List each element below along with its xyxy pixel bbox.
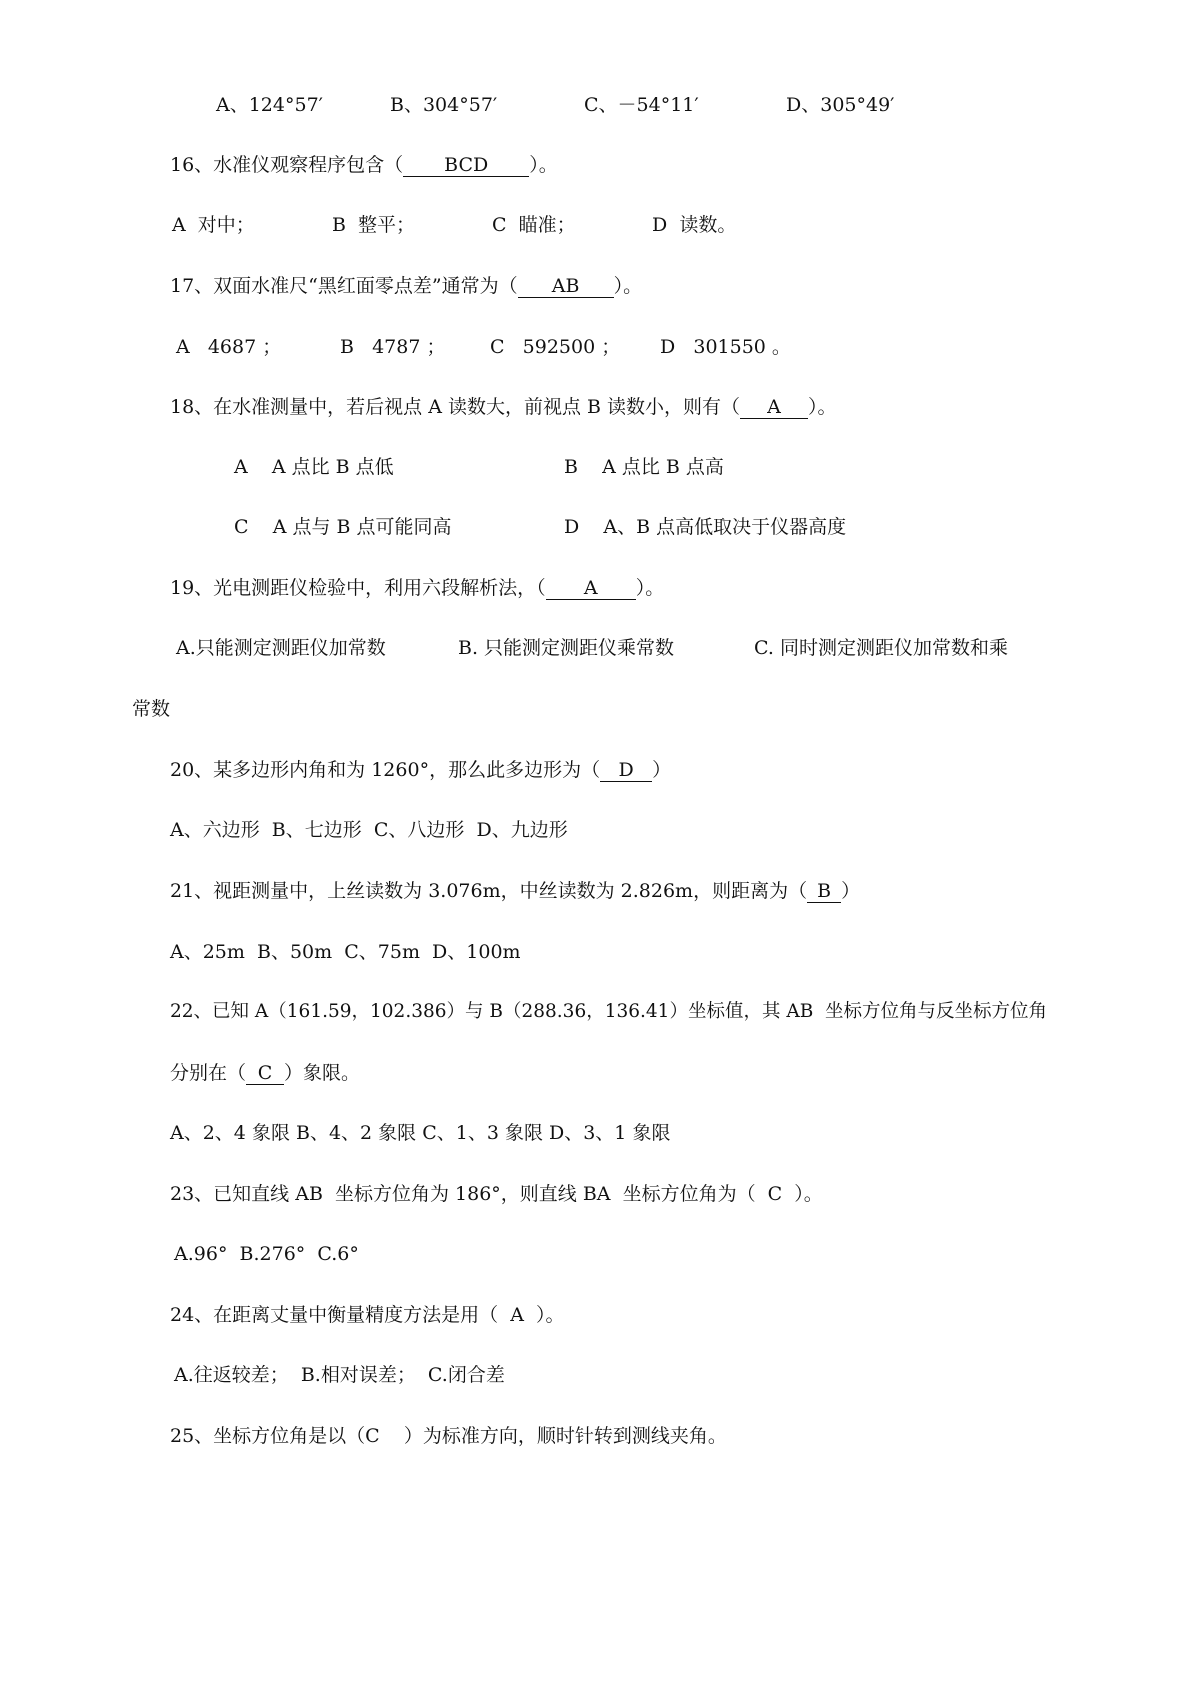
- q17-option-d: D 301550 。: [660, 336, 791, 358]
- q18-option-b: B A 点比 B 点高: [564, 456, 724, 478]
- q16-option-d: D 读数。: [652, 214, 737, 236]
- q19-stem-before: 19、光电测距仪检验中，利用六段解析法，（: [170, 577, 546, 599]
- q17-answer-blank: AB: [518, 277, 614, 298]
- q16-answer-blank: BCD: [403, 156, 529, 177]
- q21-stem-after: ）: [841, 880, 861, 902]
- q21-stem-before: 21、视距测量中，上丝读数为 3.076m，中丝读数为 2.826m，则距离为（: [170, 880, 808, 902]
- q24-stem: 24、在距离丈量中衡量精度方法是用（ A ）。: [170, 1304, 565, 1326]
- q20-answer-blank: D: [600, 761, 652, 782]
- q17-option-b: B 4787 ；: [340, 336, 446, 358]
- q17-option-a: A 4687 ；: [176, 336, 282, 358]
- q20-options: A、六边形 B、七边形 C、八边形 D、九边形: [170, 819, 568, 841]
- q15-option-d: D、305°49′: [786, 94, 895, 116]
- q19-option-c-wrap: 常数: [132, 698, 171, 720]
- q22-options: A、2、4 象限 B、4、2 象限 C、1、3 象限 D、3、1 象限: [170, 1122, 671, 1144]
- q16-stem-before: 16、水准仪观察程序包含（: [170, 154, 404, 176]
- q23-stem: 23、已知直线 AB 坐标方位角为 186°，则直线 BA 坐标方位角为（ C ）。: [170, 1183, 823, 1205]
- q18-stem-before: 18、在水准测量中，若后视点 A 读数大，前视点 B 读数小，则有（: [170, 396, 741, 418]
- q18-option-d: D A、B 点高低取决于仪器高度: [564, 516, 847, 538]
- q17-stem: [170, 277, 642, 298]
- q19-option-a: A.只能测定测距仪加常数: [176, 637, 386, 659]
- q18-stem-after: ）。: [808, 396, 837, 418]
- q17-stem-before: 17、双面水准尺“黑红面零点差”通常为（: [170, 275, 518, 297]
- q16-stem: [170, 156, 558, 177]
- q18-stem: [170, 398, 837, 419]
- q18-option-c: C A 点与 B 点可能同高: [234, 516, 452, 538]
- q16-option-a: A 对中；: [172, 214, 255, 236]
- q16-stem-after: ）。: [529, 154, 558, 176]
- q22-stem-line2: [170, 1064, 360, 1085]
- q18-option-a: A A 点比 B 点低: [234, 456, 394, 478]
- q20-stem: [170, 761, 671, 782]
- q15-option-a: A、124°57′: [216, 94, 323, 116]
- q20-stem-before: 20、某多边形内角和为 1260°，那么此多边形为（: [170, 759, 601, 781]
- q16-option-c: C 瞄准；: [492, 214, 576, 236]
- q21-options: A、25m B、50m C、75m D、100m: [170, 941, 521, 963]
- q22-stem-before: 分别在（: [170, 1062, 247, 1084]
- q19-answer-blank: A: [546, 579, 636, 600]
- q23-options: A.96° B.276° C.6°: [174, 1243, 359, 1265]
- q17-option-c: C 592500 ；: [490, 336, 621, 358]
- q19-option-b: B. 只能测定测距仪乘常数: [458, 637, 675, 659]
- q25-stem: 25、坐标方位角是以（C ）为标准方向，顺时针转到测线夹角。: [170, 1425, 727, 1447]
- q20-stem-after: ）: [652, 759, 672, 781]
- q19-stem-after: ）。: [635, 577, 665, 599]
- q22-stem-after: ）象限。: [284, 1062, 361, 1084]
- q15-option-c: C、－54°11′: [584, 94, 699, 116]
- q21-answer-blank: B: [807, 882, 841, 903]
- q19-stem: [170, 579, 664, 600]
- q18-answer-blank: A: [740, 398, 808, 419]
- q22-answer-blank: C: [246, 1064, 284, 1085]
- q16-option-b: B 整平；: [332, 214, 416, 236]
- q21-stem: [170, 882, 860, 903]
- q17-stem-after: ）。: [613, 275, 643, 297]
- q15-option-b: B、304°57′: [390, 94, 498, 116]
- q24-options: A.往返较差； B.相对误差； C.闭合差: [174, 1364, 505, 1386]
- q22-stem-line1: 22、已知 A（161.59，102.386）与 B（288.36，136.41）坐标值，其 AB 坐标方位角与反坐标方位角: [170, 1001, 1048, 1022]
- q19-option-c: C. 同时测定测距仪加常数和乘: [754, 637, 1008, 659]
